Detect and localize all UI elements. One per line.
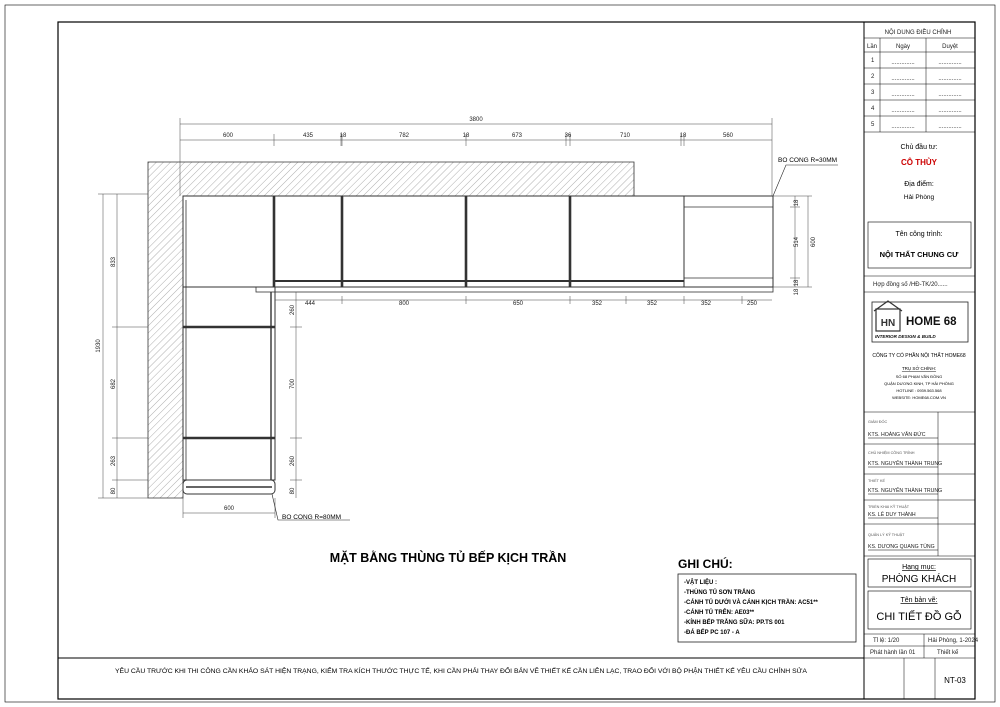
- date: Hải Phòng, 1-2024: [928, 638, 979, 644]
- title-block: [864, 29, 979, 699]
- dim-seg-7: 36: [564, 133, 572, 139]
- dimension-right: [773, 196, 812, 287]
- col-duyet: Duyệt: [942, 44, 958, 50]
- inner-dim-2: 700: [290, 378, 296, 390]
- note-item: -VẬT LIỆU :: [684, 580, 717, 586]
- hotline: HOTLINE : 0939.563.568: [896, 388, 942, 393]
- role-title: THIẾT KẾ: [868, 479, 886, 483]
- location-label: Địa điểm:: [904, 181, 934, 188]
- rev-dots: ..............: [938, 108, 962, 114]
- footer-note: YÊU CẦU TRƯỚC KHI THI CÔNG CẦN KHẢO SÁT HIỆN TRẠNG, KIỂM TRA KÍCH THƯỚC THỰC TẾ, KHI CẦN PHẢI THAY ĐỔI BẢN VẼ THIẾT KẾ CẦN LIÊN LẠC, TRAO ĐỔI VỚI BỘ PHẬN THIẾT KẾ YÊU CẦU CHỈNH SỬA: [115, 668, 807, 675]
- role-name: KS. DƯƠNG QUANG TÙNG: [868, 544, 935, 550]
- company-logo: [872, 301, 968, 342]
- dim-seg-8: 710: [619, 133, 631, 139]
- rev-row-num: 1: [871, 58, 875, 64]
- right-dim-4: 18: [794, 288, 800, 296]
- left-dim-4: 80: [111, 487, 117, 495]
- role-name: KTS. NGUYỄN THÀNH TRUNG: [868, 461, 943, 467]
- mid-dim-2: 800: [398, 301, 410, 307]
- wall-hatched: [148, 162, 634, 498]
- rev-row-num: 5: [871, 122, 875, 128]
- company-name: CÔNG TY CỔ PHẦN NỘI THẤT HOME68: [872, 353, 966, 359]
- right-dim-1: 514: [794, 236, 800, 248]
- note-item: -CÁNH TỦ DƯỚI VÀ CÁNH KỊCH TRẦN: AC51**: [684, 600, 818, 606]
- note-item: -THÙNG TỦ SƠN TRẮNG: [684, 590, 756, 596]
- dim-seg-9: 18: [679, 133, 687, 139]
- mid-dim-4: 352: [591, 301, 603, 307]
- kitchen-plan: [96, 117, 838, 565]
- left-dim-2: 682: [111, 378, 117, 390]
- drawing-label: Tên bản vẽ:: [900, 597, 938, 604]
- dim-seg-3: 18: [339, 133, 347, 139]
- owner-label: Chủ đầu tư:: [900, 144, 938, 151]
- mid-dim-5: 352: [646, 301, 658, 307]
- drawing-name: CHI TIẾT ĐỒ GỖ: [876, 611, 962, 623]
- note-item: -ĐÁ BẾP PC 107 - A: [684, 630, 740, 636]
- project-name: NỘI THẤT CHUNG CƯ: [879, 250, 959, 259]
- stage: Thiết kế: [937, 650, 959, 656]
- mid-dim-6: 352: [700, 301, 712, 307]
- address-line-2: QUẬN DƯƠNG KINH, TP HẢI PHÒNG: [884, 381, 954, 386]
- left-dim-3: 263: [111, 455, 117, 467]
- dim-seg-6: 673: [511, 133, 523, 139]
- rev-dots: ..............: [938, 76, 962, 82]
- end-cabinet: [684, 196, 773, 287]
- dim-seg-1: 600: [222, 133, 234, 139]
- dim-seg-4: 782: [398, 133, 410, 139]
- mid-dim-7: 250: [746, 301, 758, 307]
- rev-dots: ..............: [891, 124, 915, 130]
- scale: Tỉ lệ: 1/20: [873, 638, 900, 644]
- role-name: KTS. NGUYỄN THÀNH TRUNG: [868, 488, 943, 494]
- role-name: KS. LÊ DUY THÀNH: [868, 512, 916, 518]
- logo-mark: HN: [880, 318, 896, 329]
- right-dim-total: 600: [811, 236, 817, 248]
- role-title: GIÁM ĐỐC: [868, 420, 888, 424]
- role-title: CHỦ NHIỆM CÔNG TRÌNH: [868, 451, 915, 455]
- callout-top: [773, 157, 838, 196]
- location-value: Hải Phòng: [903, 194, 935, 201]
- inner-border: [58, 22, 975, 699]
- note-item: -KÍNH BẾP TRẮNG SỮA: PP.TS 001: [684, 620, 785, 626]
- callout-bottom: [272, 494, 350, 521]
- rev-row-num: 2: [871, 74, 875, 80]
- revisions-header: NỘI DUNG ĐIỀU CHỈNH: [884, 30, 952, 36]
- dim-total-height: 1930: [96, 339, 102, 353]
- callout-bottom-text: BO CONG R=80MM: [282, 514, 342, 521]
- owner-name: CÔ THỦY: [901, 158, 937, 167]
- rev-row-num: 3: [871, 90, 875, 96]
- logo-text: HOME 68: [906, 316, 957, 328]
- dimension-left: [98, 194, 148, 498]
- note-item: -CÁNH TỦ TRÊN: AE03**: [684, 610, 755, 616]
- category-value: PHÒNG KHÁCH: [881, 574, 957, 585]
- mid-dim-1: 444: [304, 301, 316, 307]
- rev-dots: ..............: [938, 124, 962, 130]
- callout-top-text: BO CONG R=30MM: [778, 157, 838, 164]
- logo-subtitle: INTERIOR DESIGN & BUILD: [875, 334, 936, 339]
- rev-dots: ..............: [891, 108, 915, 114]
- address-line-1: SỐ 68 PHẠM VĂN ĐỒNG: [895, 374, 943, 379]
- sheet-number: NT-03: [944, 676, 966, 685]
- dim-seg-5: 18: [462, 133, 470, 139]
- notes-heading: GHI CHÚ:: [678, 557, 733, 571]
- col-lan: Lần: [867, 44, 878, 50]
- role-title: TRIỂN KHAI KỸ THUẬT: [868, 505, 910, 509]
- bottom-dim: 600: [223, 506, 235, 512]
- left-run-outline: [183, 287, 275, 480]
- role-name: KTS. HOÀNG VĂN ĐỨC: [868, 432, 926, 438]
- dimension-middle: [275, 296, 772, 304]
- inner-dim-4: 80: [290, 487, 296, 495]
- rev-dots: ..............: [891, 76, 915, 82]
- category-label: Hạng mục:: [902, 564, 936, 571]
- left-dim-1: 833: [111, 256, 117, 268]
- role-title: QUẢN LÝ KỸ THUẬT: [868, 533, 905, 537]
- col-ngay: Ngày: [895, 44, 911, 50]
- mid-dim-3: 650: [512, 301, 524, 307]
- issue: Phát hành lần 01: [870, 650, 916, 656]
- rev-dots: ..............: [891, 60, 915, 66]
- project-label: Tên công trình:: [895, 231, 943, 238]
- partitions: [274, 196, 570, 287]
- rev-dots: ..............: [938, 60, 962, 66]
- inner-dim-3: 260: [290, 455, 296, 467]
- rev-dots: ..............: [891, 92, 915, 98]
- notes-panel: [678, 556, 856, 642]
- dimension-inner: [290, 292, 302, 498]
- right-dim-3: 18: [794, 279, 800, 287]
- dim-seg-2: 435: [302, 133, 314, 139]
- contract-number: Hợp đồng số /HĐ-TK/20......: [873, 282, 948, 288]
- drawing-title: MẶT BẰNG THÙNG TỦ BẾP KỊCH TRẦN: [329, 551, 567, 565]
- dim-total-width: 3800: [469, 117, 483, 123]
- rev-dots: ..............: [938, 92, 962, 98]
- dim-seg-10: 560: [722, 133, 734, 139]
- right-dim-2: 18: [794, 199, 800, 207]
- inner-dim-1: 260: [290, 304, 296, 316]
- website: WEBSITE: HOME68.COM.VN: [892, 395, 946, 400]
- office-label: TRỤ SỞ CHÍNH:: [901, 366, 937, 371]
- rev-row-num: 4: [871, 106, 875, 112]
- counter-strip: [256, 287, 773, 292]
